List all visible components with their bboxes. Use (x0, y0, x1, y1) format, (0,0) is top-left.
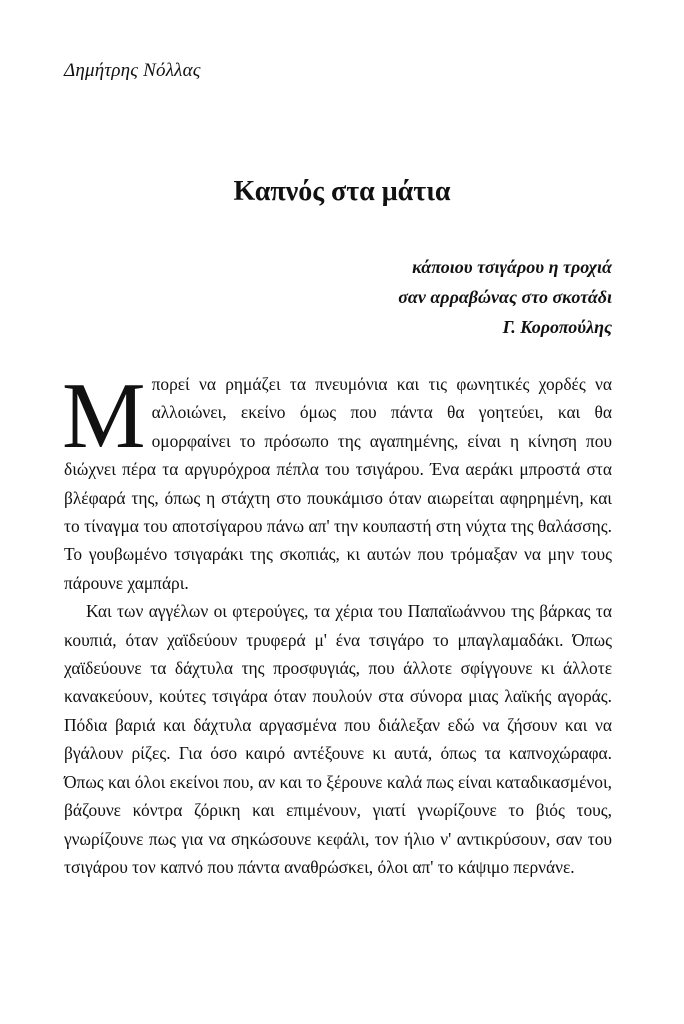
paragraph-1-text: πορεί να ρημάζει τα πνευμόνια και τις φωνητικές χορδές να αλλοιώνει, εκείνο όμως που πάντα θα γοητεύει, και θα ομορφαίνει το πρόσωπο της αγαπημένης, είναι η κίνηση που διώχνει πέρα τα αργυρόχροα πέπλα του τσιγάρου. Ένα αεράκι μπροστά στα βλέφαρά της, όπως η στάχτη στο πουκάμισο όταν αιωρείται αφηρημένη, και το τίναγμα του αποτσίγαρου πάνω απ' την κουπαστή στη νύχτα της θαλάσσης. Το γουβωμένο τσιγαράκι της σκοπιάς, κι αυτών που τρόμαξαν να μην τους πάρουνε χαμπάρι. (64, 374, 612, 593)
drop-cap: Μ (62, 364, 146, 468)
page-title: Καπνός στα μάτια (233, 176, 451, 207)
paragraph-1 (62, 364, 612, 597)
body-text (62, 364, 612, 881)
epigraph (398, 252, 612, 342)
epigraph-line-1: κάποιου τσιγάρου η τροχιά (412, 257, 612, 277)
author-name: Δημήτρης Νόλλας (64, 60, 201, 81)
paragraph-2: Και των αγγέλων οι φτερούγες, τα χέρια του Παπαϊωάννου της βάρκας τα κουπιά, όταν χαϊδεύουν τρυφερά μ' ένα τσιγάρο το μπαγλαμαδάκι. Όπως χαϊδεύουνε τα δάχτυλα της προσφυγιάς, που άλλοτε σφίγγουνε κι άλλοτε κανακεύουν, κούτες τσιγάρα όταν πουλούν στα σύνορα μιας λαϊκής αγοράς. Πόδια βαριά και δάχτυλα αργασμένα που διάλεξαν εδώ να ζήσουν και να βγάλουν ρίζες. Για όσο καιρό αντέξουνε κι αυτά, όπως τα καπνοχώραφα. Όπως και όλοι εκείνοι που, αν και το ξέρουνε καλά πως είναι καταδικασμένοι, βάζουνε κόντρα ζόρικη και επιμένουν, γιατί γνωρίζουνε το βιός τους, γνωρίζουνε πως για να σηκώσουνε κεφάλι, τον ήλιο ν' αντικρύσουν, σαν του τσιγάρου τον καπνό που πάντα αναθρώσκει, όλοι απ' το κάψιμο περνάνε. (64, 601, 612, 877)
epigraph-attribution: Γ. Κοροπούλης (502, 317, 612, 337)
epigraph-line-2: σαν αρραβώνας στο σκοτάδι (398, 287, 612, 307)
